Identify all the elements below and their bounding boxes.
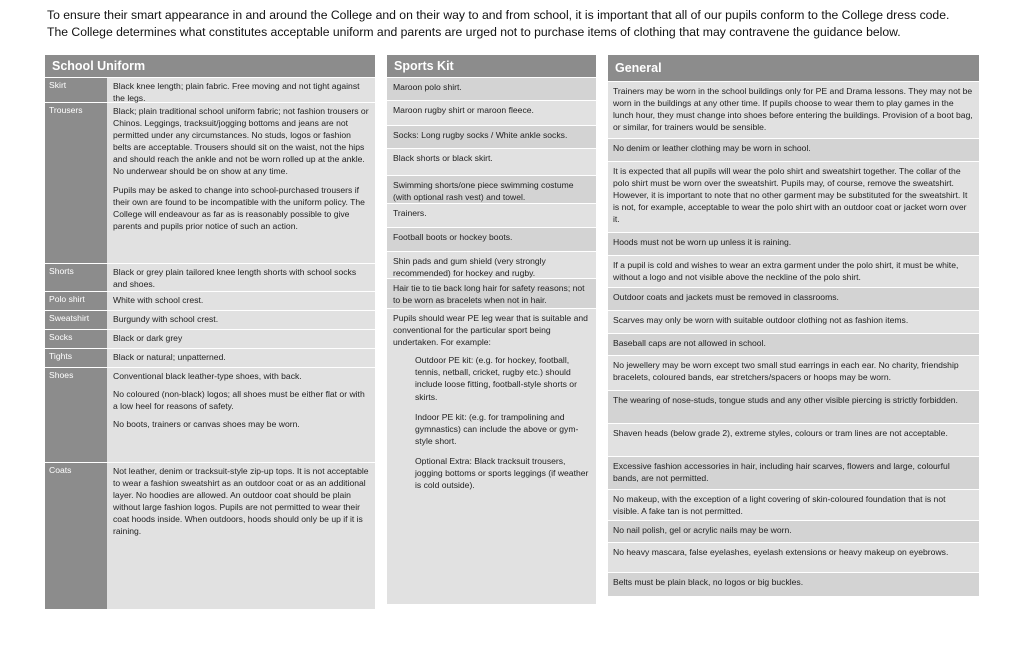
general-row: Scarves may only be worn with suitable outdoor clothing not as fashion items. xyxy=(608,310,979,333)
uniform-label: Shoes xyxy=(45,368,107,462)
general-row: No jewellery may be worn except two small stud earrings in each ear. No charity, friendship bracelets, coloured bands, ear stretchers/spacers or hoops may be worn. xyxy=(608,355,979,390)
general-table xyxy=(608,55,979,596)
uniform-para: Pupils may be asked to change into school-purchased trousers if their own are found to be incompatible with the uniform policy. The College will endeavour as far as is reasonably possible to give parents and pupils prior notice of such an action. xyxy=(113,184,365,231)
uniform-row-tights xyxy=(45,348,375,367)
general-row: Baseball caps are not allowed in school. xyxy=(608,333,979,355)
sports-row: Maroon polo shirt. xyxy=(387,77,596,100)
uniform-row-sweatshirt xyxy=(45,310,375,329)
intro-line-2: The College determines what constitutes acceptable uniform and parents are urged not to purchase items of clothing that may contravene the guidance below. xyxy=(47,24,901,39)
pe-outdoor: Outdoor PE kit: (e.g. for hockey, football, tennis, netball, cricket, rugby etc.) should include loose fitting, football-style shorts or skirts. xyxy=(415,355,577,402)
general-row: No heavy mascara, false eyelashes, eyelash extensions or heavy makeup on eyebrows. xyxy=(608,542,979,572)
uniform-para: Black; plain traditional school uniform fabric; not fashion trousers or Chinos. Leggings, tracksuit/jogging bottoms and jeans are not permitted under any circumstances. No studs, logos or fashion belts are acceptable. Trousers should sit on the waist, not the hips and should reach the ankle and not be worn rolled up at the ankle. No underwear should be on show at any time. xyxy=(113,106,369,177)
sports-kit-table xyxy=(387,55,596,604)
uniform-text xyxy=(107,368,375,462)
sports-row: Socks: Long rugby socks / White ankle socks. xyxy=(387,125,596,148)
school-uniform-table xyxy=(45,55,375,609)
general-row: Trainers may be worn in the school buildings only for PE and Drama lessons. They may not be worn in the buildings at any other time. If pupils choose to wear them to play games in the lunch hour, they must change into shoes before entering the buildings. Provision of a boot bag, or similar, for trainers would be sensible. xyxy=(608,81,979,138)
sports-kit-heading: Sports Kit xyxy=(387,55,596,77)
general-row: Belts must be plain black, no logos or big buckles. xyxy=(608,572,979,596)
uniform-text xyxy=(107,349,375,367)
uniform-para: Burgundy with school crest. xyxy=(113,314,219,324)
uniform-row-shorts xyxy=(45,263,375,291)
general-row: Excessive fashion accessories in hair, including hair scarves, flowers and large, colourful bands, are not permitted. xyxy=(608,456,979,489)
uniform-row-socks xyxy=(45,329,375,348)
uniform-row-polo-shirt xyxy=(45,291,375,310)
sports-row-pe-legwear xyxy=(387,308,596,604)
uniform-label: Trousers xyxy=(45,103,107,263)
intro-text xyxy=(47,7,1007,40)
uniform-row-shoes xyxy=(45,367,375,462)
uniform-text xyxy=(107,264,375,291)
general-row: No nail polish, gel or acrylic nails may be worn. xyxy=(608,520,979,542)
uniform-para: Black or natural; unpatterned. xyxy=(113,352,226,362)
sports-row: Black shorts or black skirt. xyxy=(387,148,596,175)
general-row: Hoods must not be worn up unless it is raining. xyxy=(608,232,979,255)
sports-row: Swimming shorts/one piece swimming costume (with optional rash vest) and towel. xyxy=(387,175,596,203)
uniform-text xyxy=(107,103,375,263)
general-row: Outdoor coats and jackets must be removed in classrooms. xyxy=(608,287,979,310)
uniform-para: White with school crest. xyxy=(113,295,204,305)
uniform-para: Not leather, denim or tracksuit-style zip-up tops. It is not acceptable to wear a fashion sweatshirt as an outdoor coat or as an additional layer. No hoodies are allowed. An outdoor coat should be plain without large fashion logos. Pupils are not permitted to wear their coat hoods inside. When outdoors, hoods should only be up if it is raining. xyxy=(113,466,369,537)
sports-row: Hair tie to tie back long hair for safety reasons; not to be worn as bracelets when not in hair. xyxy=(387,278,596,308)
general-row: Shaven heads (below grade 2), extreme styles, colours or tram lines are not acceptable. xyxy=(608,423,979,456)
uniform-para: Black knee length; plain fabric. Free moving and not tight against the legs. xyxy=(113,81,360,104)
uniform-row-skirt xyxy=(45,77,375,102)
intro-line-1: To ensure their smart appearance in and around the College and on their way to and from school, it is important that all of our pupils conform to the College dress code. xyxy=(47,8,950,22)
uniform-label: Sweatshirt xyxy=(45,311,107,329)
pe-indoor: Indoor PE kit: (e.g. for trampolining and gymnastics) can include the above or gym-style short. xyxy=(415,411,579,446)
uniform-para: Black or dark grey xyxy=(113,333,183,343)
uniform-label: Skirt xyxy=(45,78,107,102)
general-row: The wearing of nose-studs, tongue studs and any other visible piercing is strictly forbidden. xyxy=(608,390,979,423)
general-row: No denim or leather clothing may be worn in school. xyxy=(608,138,979,161)
uniform-label: Socks xyxy=(45,330,107,348)
uniform-text xyxy=(107,463,375,609)
uniform-text xyxy=(107,311,375,329)
general-row: No makeup, with the exception of a light covering of skin-coloured foundation that is not visible. A fake tan is not permitted. xyxy=(608,489,979,520)
uniform-text xyxy=(107,330,375,348)
sports-row: Trainers. xyxy=(387,203,596,227)
sports-row: Shin pads and gum shield (very strongly recommended) for hockey and rugby. xyxy=(387,251,596,278)
uniform-para: No coloured (non-black) logos; all shoes must be either flat or with a low heel for reasons of safety. xyxy=(113,389,365,412)
uniform-para: Conventional black leather-type shoes, with back. xyxy=(113,371,302,381)
school-uniform-heading: School Uniform xyxy=(45,55,375,77)
pe-intro: Pupils should wear PE leg wear that is suitable and conventional for the particular sport being undertaken. For example: xyxy=(393,313,588,348)
uniform-para: No boots, trainers or canvas shoes may be worn. xyxy=(113,419,300,430)
uniform-label: Tights xyxy=(45,349,107,367)
uniform-text xyxy=(107,292,375,310)
uniform-label: Coats xyxy=(45,463,107,609)
uniform-para: Black or grey plain tailored knee length shorts with school socks and shoes. xyxy=(113,267,357,290)
general-row: It is expected that all pupils will wear the polo shirt and sweatshirt together. The collar of the polo shirt must be worn over the sweatshirt. Pupils may, of course, remove the sweatshirt. However, it is important to note that no other garment may be substituted for the sweatshirt. It is not, for example, acceptable to wear the polo shirt with an outdoor coat or jacket worn over it. xyxy=(608,161,979,232)
pe-optional: Optional Extra: Black tracksuit trousers, jogging bottoms or sports leggings (if weather is cold outside). xyxy=(415,455,589,491)
general-heading: General xyxy=(608,55,979,81)
sports-row: Football boots or hockey boots. xyxy=(387,227,596,251)
sports-row: Maroon rugby shirt or maroon fleece. xyxy=(387,100,596,125)
uniform-text xyxy=(107,78,375,102)
uniform-row-trousers xyxy=(45,102,375,263)
uniform-row-coats xyxy=(45,462,375,609)
uniform-label: Shorts xyxy=(45,264,107,291)
uniform-label: Polo shirt xyxy=(45,292,107,310)
general-row: If a pupil is cold and wishes to wear an extra garment under the polo shirt, it must be white, without a logo and not visible above the neckline of the polo shirt. xyxy=(608,255,979,287)
